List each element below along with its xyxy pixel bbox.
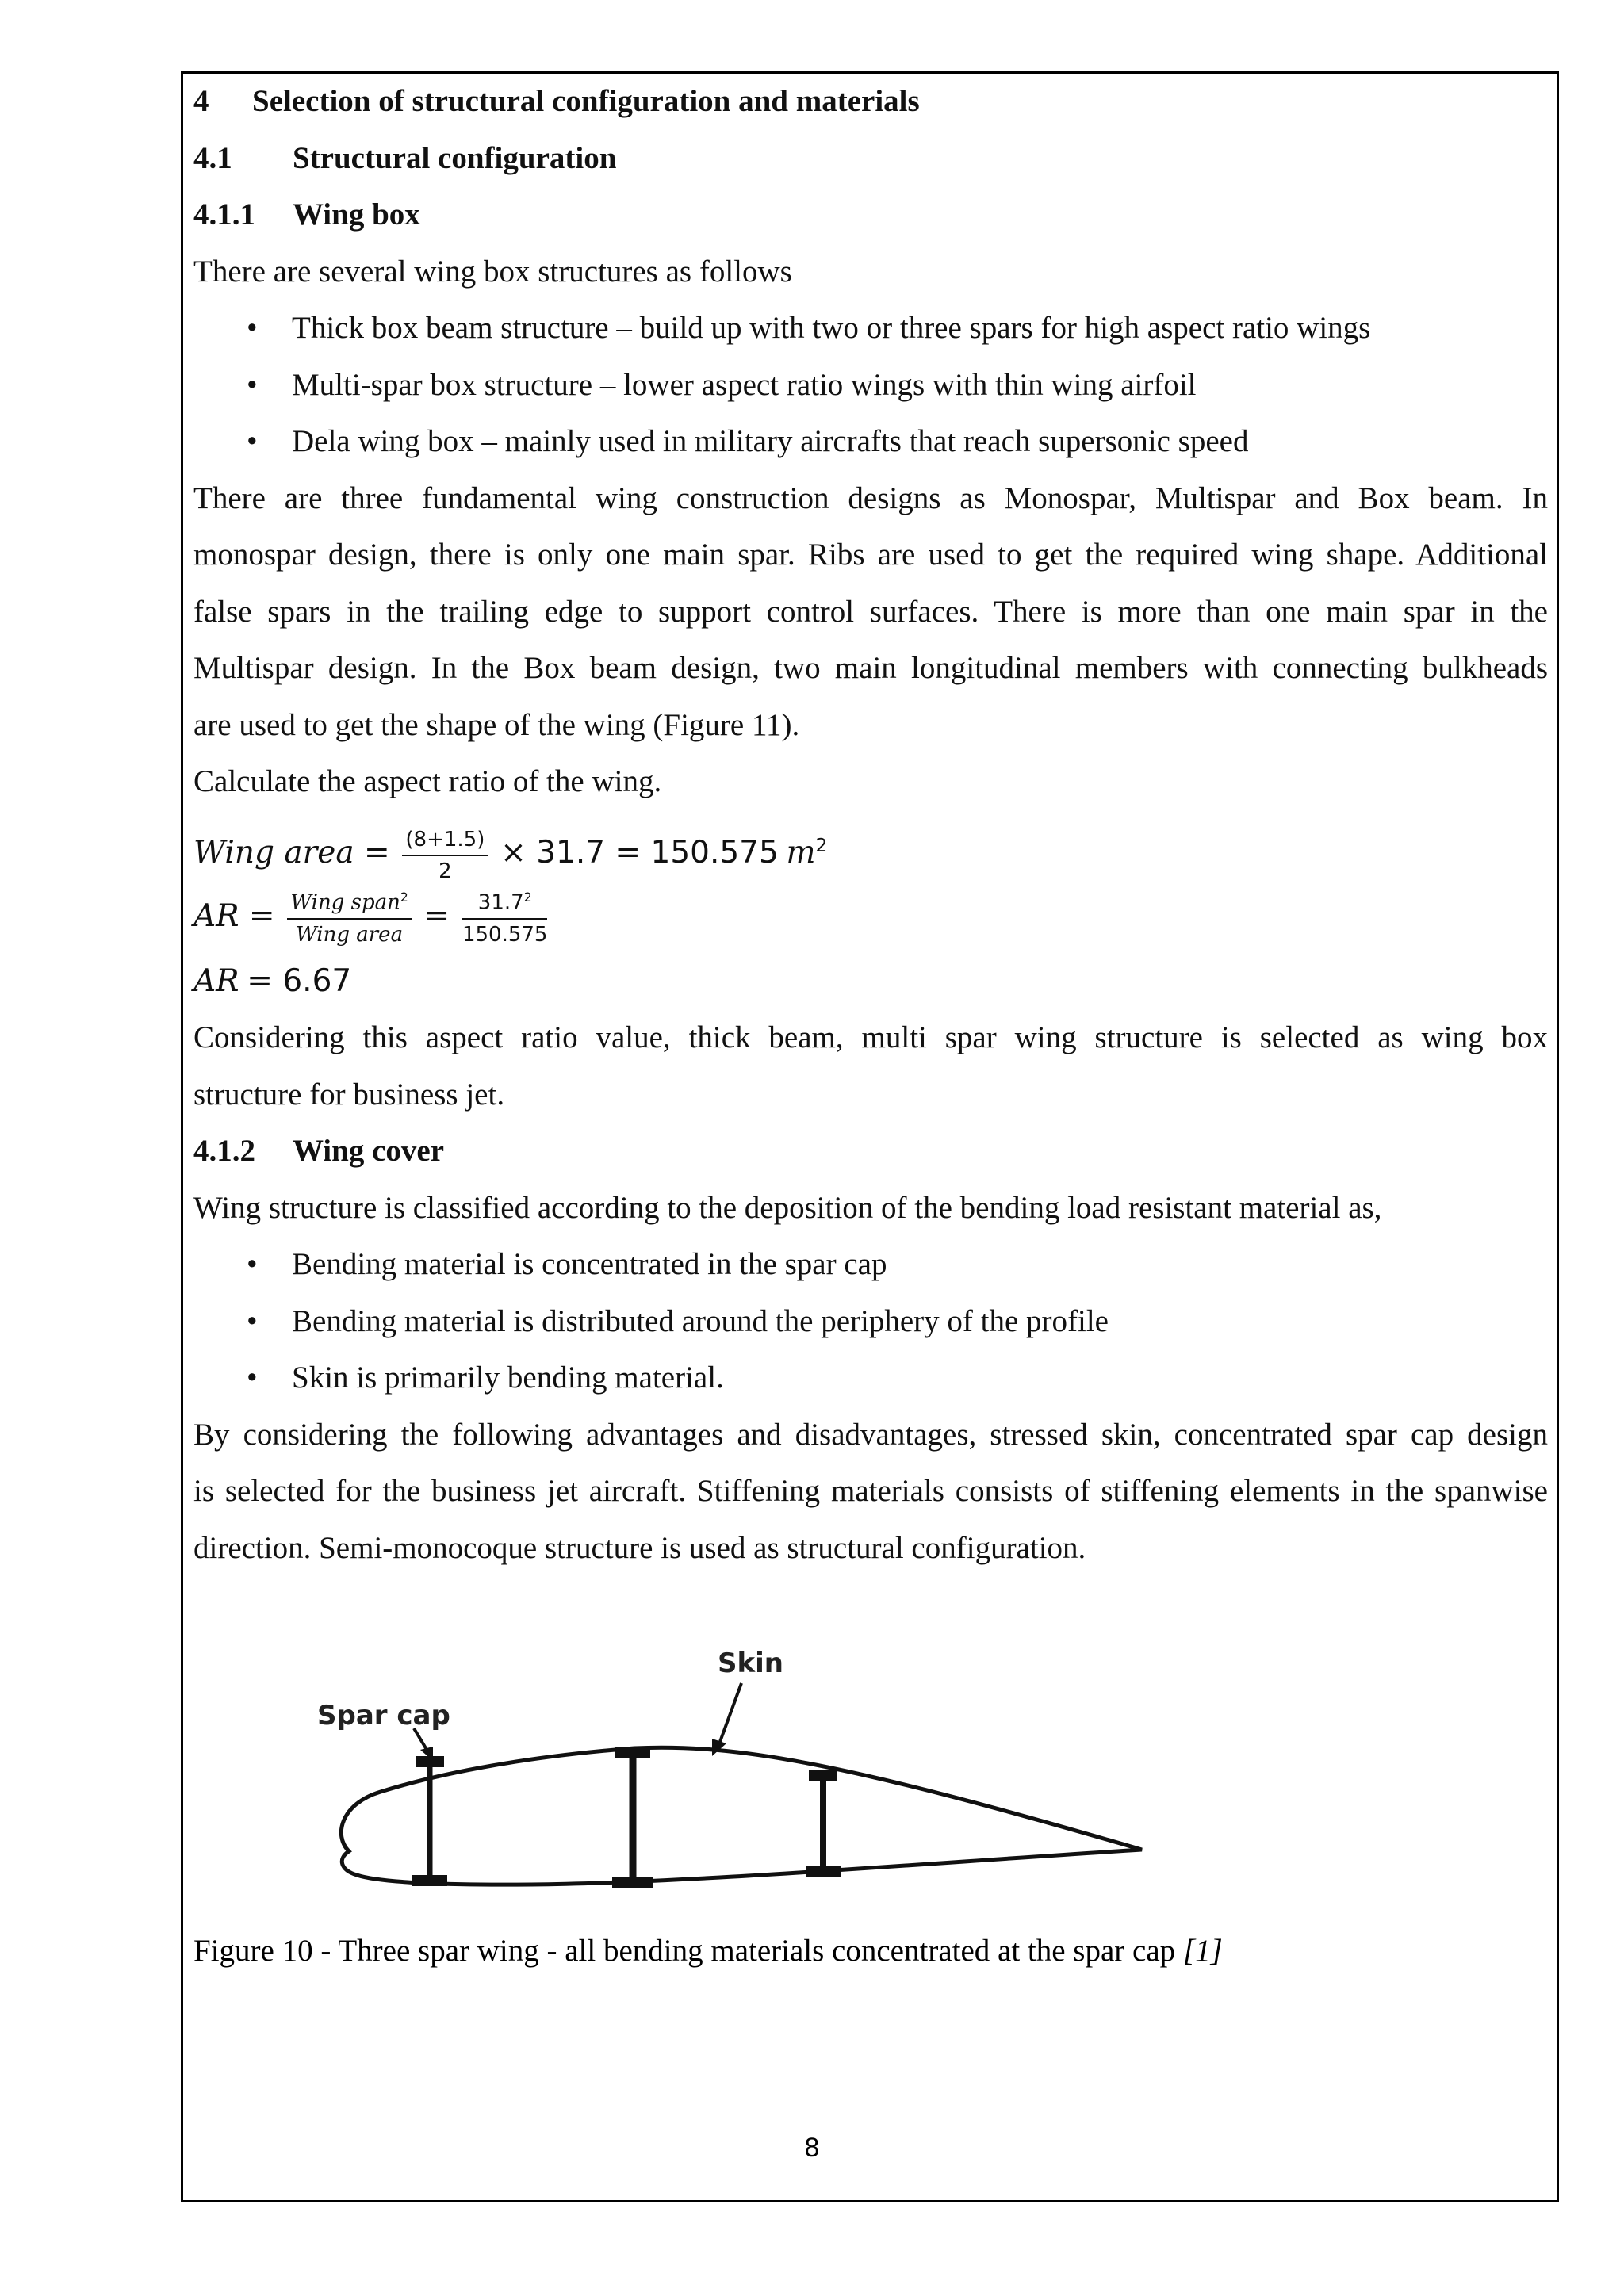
section-heading-4-1: 4.1 Structural configuration	[193, 140, 617, 175]
intro-text: There are several wing box structures as follows	[193, 254, 792, 289]
equation-aspect-ratio: AR = $\frac{Wing span^2}{\text{Wing area}}$ = $\frac{31.7^2}{150.575}$	[193, 890, 548, 947]
middle-spar	[612, 1747, 653, 1888]
skin-arrow	[712, 1683, 741, 1756]
calc-intro: Calculate the aspect ratio of the wing.	[193, 764, 662, 798]
paragraph-line: By considering the following advantages and disadvantages, stressed skin, concentrated spar cap design	[193, 1417, 1548, 1452]
figure-caption: Figure 10 - Three spar wing - all bending materials concentrated at the spar cap [1]	[193, 1934, 1223, 1968]
page-number: 8	[804, 2133, 820, 2163]
spar-cap-label: Spar cap	[317, 1700, 450, 1732]
list-item: • Bending material is distributed around the periphery of the profile	[247, 1303, 1109, 1338]
list-item: • Dela wing box – mainly used in military aircrafts that reach supersonic speed	[247, 424, 1249, 458]
wingcover-intro: Wing structure is classified according to the deposition of the bending load resistant material as,	[193, 1190, 1382, 1225]
airfoil-outline	[341, 1747, 1142, 1885]
page-content	[193, 73, 1548, 1576]
paragraph-line: monospar design, there is only one main spar. Ribs are used to get the required wing shape. Additional	[193, 538, 1548, 572]
paragraph-line: false spars in the trailing edge to support control surfaces. There is more than one main spar in the	[193, 594, 1548, 629]
skin-label: Skin	[718, 1647, 783, 1679]
list-item: • Skin is primarily bending material.	[247, 1360, 724, 1395]
paragraph-line: direction. Semi-monocoque structure is used as structural configuration.	[193, 1530, 1086, 1565]
wing-spar-figure	[293, 1645, 1166, 1907]
paragraph-line: is selected for the business jet aircraft. Stiffening materials consists of stiffening elements in the spanwise	[193, 1474, 1548, 1508]
equation-ar-value: AR = 6.67	[193, 962, 352, 999]
spar-cap-arrow	[414, 1728, 433, 1761]
paragraph-line: Multispar design. In the Box beam design, two main longitudinal members with connecting bulkheads	[193, 651, 1548, 685]
list-item: • Thick box beam structure – build up with two or three spars for high aspect ratio wings	[247, 311, 1371, 345]
section-heading-4-1-1: 4.1.1 Wing box	[193, 197, 420, 232]
paragraph-line: structure for business jet.	[193, 1077, 505, 1112]
list-item: • Multi-spar box structure – lower aspect ratio wings with thin wing airfoil	[247, 367, 1197, 402]
paragraph-line: Considering this aspect ratio value, thick beam, multi spar wing structure is selected as wing box	[193, 1020, 1548, 1054]
section-heading-4: 4 Selection of structural configuration and materials	[193, 84, 920, 118]
rear-spar	[806, 1770, 841, 1877]
paragraph-line: There are three fundamental wing construction designs as Monospar, Multispar and Box beam. In	[193, 480, 1548, 515]
section-heading-4-1-2: 4.1.2 Wing cover	[193, 1134, 445, 1168]
paragraph-line: are used to get the shape of the wing (Figure 11).	[193, 707, 800, 742]
equation-wing-area: Wing area = $\frac{(8+1.5)}{2}$ × 31.7 = 150.575 $m^2$	[193, 827, 828, 883]
list-item: • Bending material is concentrated in the spar cap	[247, 1247, 887, 1281]
